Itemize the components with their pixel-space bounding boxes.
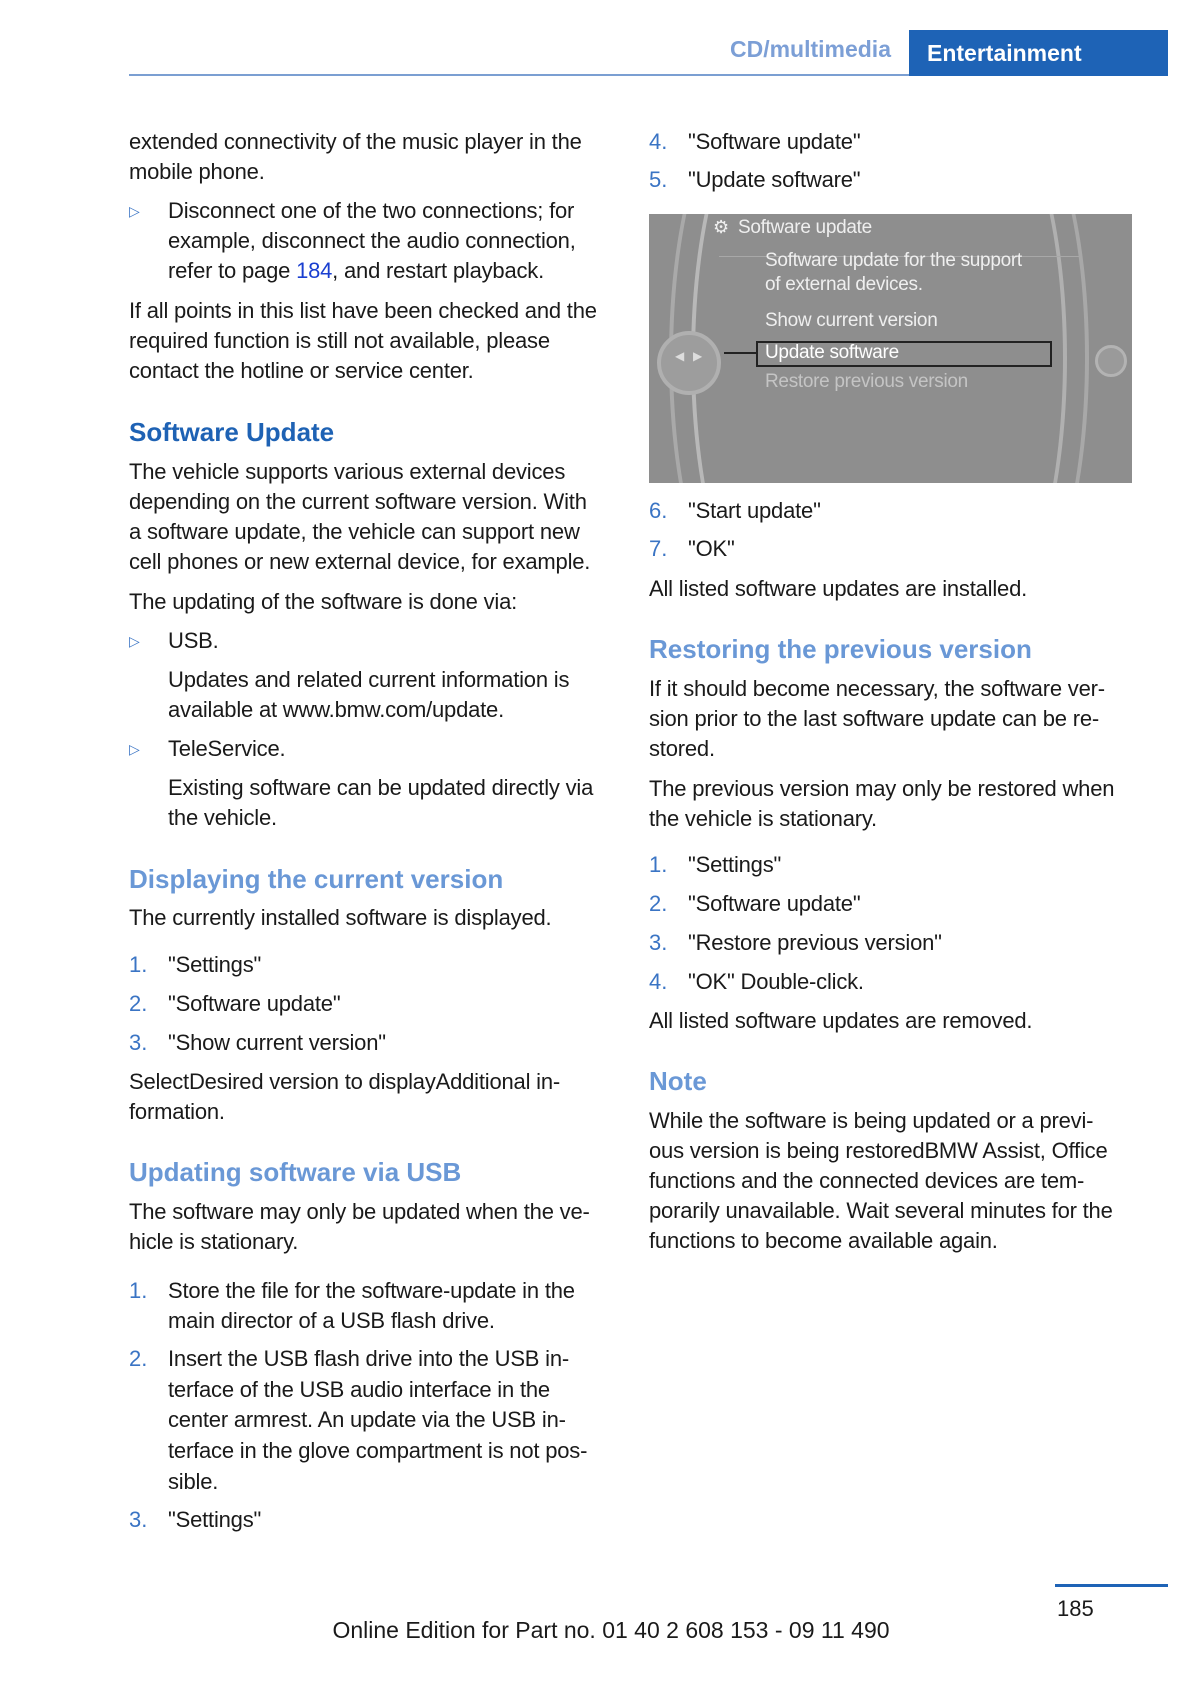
note-paragraph: [649, 1106, 1113, 1256]
step-number: 2.: [649, 891, 668, 916]
step-text: "OK": [688, 536, 735, 561]
text-line: the vehicle is stationary.: [649, 806, 877, 831]
text-line: [168, 256, 576, 286]
text: , and restart playback.: [332, 258, 545, 283]
page-number-rule: [1055, 1584, 1168, 1587]
step-text: "Show current version": [168, 1030, 386, 1055]
page-link[interactable]: 184: [296, 258, 333, 283]
step-text: "Settings": [168, 952, 262, 977]
text-line: available at www.bmw.com/update.: [168, 697, 504, 722]
page-number: 185: [1057, 1596, 1094, 1621]
screen-desc: Software update for the support: [765, 250, 1022, 271]
text-line: Store the file for the software-update in the: [168, 1278, 575, 1303]
bullet-teleservice: TeleService.: [168, 736, 286, 761]
heading-displaying-version: Displaying the current version: [129, 864, 504, 894]
text-line: hicle is stationary.: [129, 1229, 299, 1254]
bullet-disconnect: [168, 196, 576, 286]
text-line: porarily unavailable. Wait several minutes for the: [649, 1198, 1113, 1223]
step-text: "Settings": [688, 852, 782, 877]
step-number: 3.: [129, 1030, 148, 1055]
footer-edition: Online Edition for Part no. 01 40 2 608 153 - 09 11 490: [332, 1617, 890, 1643]
step-number: 7.: [649, 536, 668, 561]
step-number: 1.: [129, 1278, 148, 1303]
text-line: If all points in this list have been checked and the: [129, 298, 597, 323]
heading-restoring: Restoring the previous version: [649, 634, 1032, 664]
text-line: contact the hotline or service center.: [129, 358, 474, 383]
text-line: formation.: [129, 1099, 225, 1124]
paragraph: [129, 296, 597, 386]
step-number: 2.: [129, 991, 148, 1016]
paragraph: The currently installed software is displayed.: [129, 905, 552, 930]
paragraph: All listed software updates are installed.: [649, 576, 1028, 601]
text-line: stored.: [649, 736, 715, 761]
step-text: "Restore previous version": [688, 930, 942, 955]
text-line: The software may only be updated when the ve-: [129, 1199, 590, 1224]
screen-title: Software update: [738, 217, 872, 238]
menu-item-restore-version[interactable]: Restore previous version: [765, 371, 968, 392]
step-number: 3.: [649, 930, 668, 955]
text: refer to page: [168, 258, 297, 283]
menu-item-show-version[interactable]: Show current version: [765, 310, 938, 331]
text-line: terface in the glove compartment is not pos-: [168, 1438, 588, 1464]
option-button-icon: [1095, 345, 1127, 377]
text-line: functions and the connected devices are tem-: [649, 1168, 1085, 1193]
step-number: 4.: [649, 969, 668, 994]
text-line: While the software is being updated or a previ-: [649, 1108, 1094, 1133]
text-line: a software update, the vehicle can support new: [129, 519, 580, 544]
bullet-usb: USB.: [168, 628, 219, 653]
step-text: "Software update": [168, 991, 341, 1016]
teleservice-description: [168, 773, 593, 833]
paragraph: All listed software updates are removed.: [649, 1008, 1033, 1033]
text-line: depending on the current software version. With: [129, 489, 587, 514]
section-label: CD/multimedia: [729, 36, 891, 62]
text-line: The previous version may only be restored when: [649, 776, 1115, 801]
text-line: mobile phone.: [129, 159, 265, 184]
step-text: "Software update": [688, 129, 861, 154]
text-line: cell phones or new external device, for example.: [129, 549, 591, 574]
paragraph: [129, 1067, 560, 1127]
paragraph: [129, 1197, 590, 1257]
controller-arrows-icon: ◀ ▶: [675, 349, 702, 363]
intro-paragraph: [129, 127, 582, 187]
step-number: 2.: [129, 1346, 148, 1371]
text-line: Disconnect one of the two connections; for: [168, 198, 575, 223]
paragraph: The updating of the software is done via:: [129, 589, 518, 614]
text-line: sion prior to the last software update can be re-: [649, 706, 1100, 731]
screen-desc: of external devices.: [765, 274, 923, 295]
text-line: Insert the USB flash drive into the USB in-: [168, 1346, 570, 1371]
bullet-triangle-icon: ▷: [129, 741, 140, 757]
chapter-tab: Entertainment: [909, 30, 1168, 76]
text-line: ous version is being restoredBMW Assist, Office: [649, 1138, 1108, 1163]
text-line: center armrest. An update via the USB in-: [168, 1407, 566, 1433]
text-line: If it should become necessary, the software ver-: [649, 676, 1105, 701]
text-line: The vehicle supports various external devices: [129, 459, 566, 484]
bullet-triangle-icon: ▷: [129, 633, 140, 649]
step-number: 4.: [649, 129, 668, 154]
text-line: Updates and related current information is: [168, 667, 570, 692]
step-text: "Start update": [688, 498, 821, 523]
step-number: 1.: [649, 852, 668, 877]
step-number: 5.: [649, 167, 668, 192]
step-text: "Update software": [688, 167, 861, 192]
text-line: the vehicle.: [168, 805, 277, 830]
pointer-line: [724, 352, 756, 354]
bullet-triangle-icon: ▷: [129, 203, 140, 219]
step-text: "Settings": [168, 1507, 262, 1532]
heading-note: Note: [649, 1066, 707, 1096]
header-rule: [129, 74, 909, 76]
heading-software-update: Software Update: [129, 417, 335, 447]
text-line: example, disconnect the audio connection,: [168, 228, 576, 253]
heading-updating-usb: Updating software via USB: [129, 1157, 462, 1187]
menu-item-update-software[interactable]: Update software: [765, 342, 899, 363]
controller-icon: [657, 331, 721, 395]
text-line: sible.: [168, 1468, 219, 1494]
step-text: [168, 1276, 575, 1336]
paragraph: [649, 674, 1105, 764]
text-line: functions to become available again.: [649, 1228, 998, 1253]
text-line: SelectDesired version to displayAdditional in-: [129, 1069, 561, 1094]
text-line: main director of a USB flash drive.: [168, 1308, 495, 1333]
step-text: [168, 1344, 587, 1498]
step-number: 3.: [129, 1507, 148, 1532]
step-number: 1.: [129, 952, 148, 977]
paragraph: [649, 774, 1114, 834]
step-text: "OK" Double-click.: [688, 969, 864, 994]
step-text: "Software update": [688, 891, 861, 916]
text-line: extended connectivity of the music player in the: [129, 129, 582, 154]
text-line: Existing software can be updated directly via: [168, 775, 594, 800]
text-line: required function is still not available, please: [129, 328, 550, 353]
step-number: 6.: [649, 498, 668, 523]
idrive-screenshot: [649, 214, 1132, 483]
paragraph: [129, 457, 590, 577]
text-line: terface of the USB audio interface in the: [168, 1376, 550, 1402]
gear-icon: ⚙: [713, 217, 729, 237]
usb-description: [168, 665, 569, 725]
